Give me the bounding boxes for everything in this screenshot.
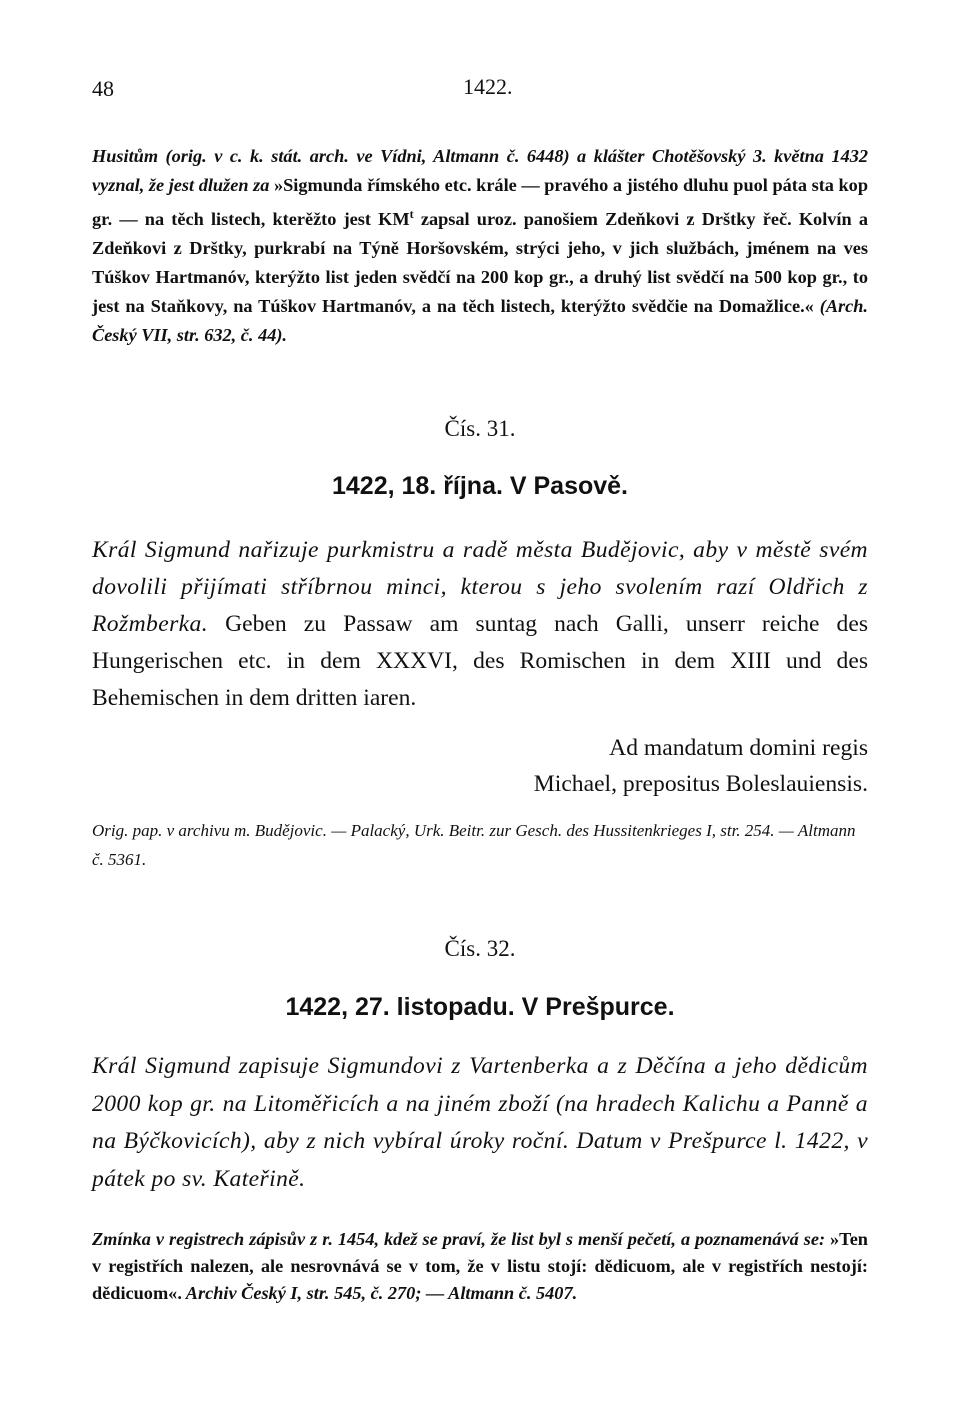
prev-intro: Husitům (orig. v c. k. stát. arch. ve Vídni, Altmann č. 6448) a klášter Chotěšovský 3. května 1432 vyznal, že jest dlužen za	[92, 146, 868, 195]
doc32-note-intro: Zmínka v registrech zápisův z r. 1454, kdež se praví, že list byl s menší pečetí, a poznamenává se:	[92, 1229, 826, 1249]
page-number: 48	[92, 76, 114, 101]
prev-citation: (Arch. Český VII, str. 632, č. 44).	[92, 296, 868, 346]
doc31-body	[92, 532, 868, 717]
doc32-number: Čís. 32.	[444, 936, 516, 961]
doc32-summary-text: Král Sigmund zapisuje Sigmundovi z Vartenberka a z Děčína a jeho dědicům 2000 kop gr. na Litoměřicích a na jiném zboží (na hradech Kalichu a Panně a na Býčkovicích), aby z nich vybíral úroky roční. Datum v Prešpurce l. 1422, v pátek po sv. Kateřině.	[92, 1053, 868, 1192]
doc31-summary: Král Sigmund nařizuje purkmistru a radě města Budějovic, aby v městě svém dovolili přijímati stříbrnou minci, kterou s jeho svolením razí Oldřich z Rožmberka.	[92, 537, 868, 637]
doc31-number: Čís. 31.	[444, 416, 516, 441]
running-head: 1422.	[463, 74, 513, 99]
doc31-source: Orig. pap. v archivu m. Budějovic. — Palacký, Urk. Beitr. zur Gesch. des Hussitenkrieges I, str. 254. — Altmann č. 5361.	[92, 821, 856, 869]
prev-superscript: t	[409, 207, 414, 221]
prev-quote: »Sigmunda římského etc. krále — pravého a jistého dluhu puol páta sta kop gr. — na těch listech, kterěžto jest KM	[92, 175, 868, 230]
doc31-signature-line2: Michael, prepositus Boleslauiensis.	[533, 771, 868, 797]
doc32-note	[92, 1226, 868, 1307]
prev-quote-rest: zapsal uroz. panošiem Zdeňkovi z Drštky řeč. Kolvín a Zdeňkovi z Drštky, purkrabí na Týně Horšovském, strýci jeho, v jich službách, jménem na ves Túškov Hartmanóv, kterýžto list jeden svědčí na 200 kop gr., a druhý list svědčí na 500 kop gr., to jest na Staňkovy, na Túškov Hartmanóv, a na těch listech, kterýžto svědčie na Domažlice.«	[92, 209, 868, 317]
doc32-summary	[92, 1048, 868, 1198]
doc31-text: Geben zu Passaw am suntag nach Galli, unserr reiche des Hungerischen etc. in dem XXXVI, des Romischen in dem XIII und des Behemischen in dem dritten iaren.	[92, 611, 868, 711]
doc32-date: 1422, 27. listopadu. V Prešpurce.	[285, 993, 675, 1021]
previous-document-continuation	[92, 142, 868, 350]
doc32-note-quote: »Ten v registřích nalezen, ale nesrovnává se v tom, že v listu stojí: dědicuom, ale v registřích nestojí: dědicuom«.	[92, 1229, 868, 1303]
doc31-signature-line1: Ad mandatum domini regis	[609, 735, 868, 761]
doc32-note-citation: Archiv Český I, str. 545, č. 270; — Altmann č. 5407.	[181, 1283, 578, 1303]
doc31-signature	[534, 730, 868, 802]
doc31-date: 1422, 18. října. V Pasově.	[331, 472, 629, 500]
